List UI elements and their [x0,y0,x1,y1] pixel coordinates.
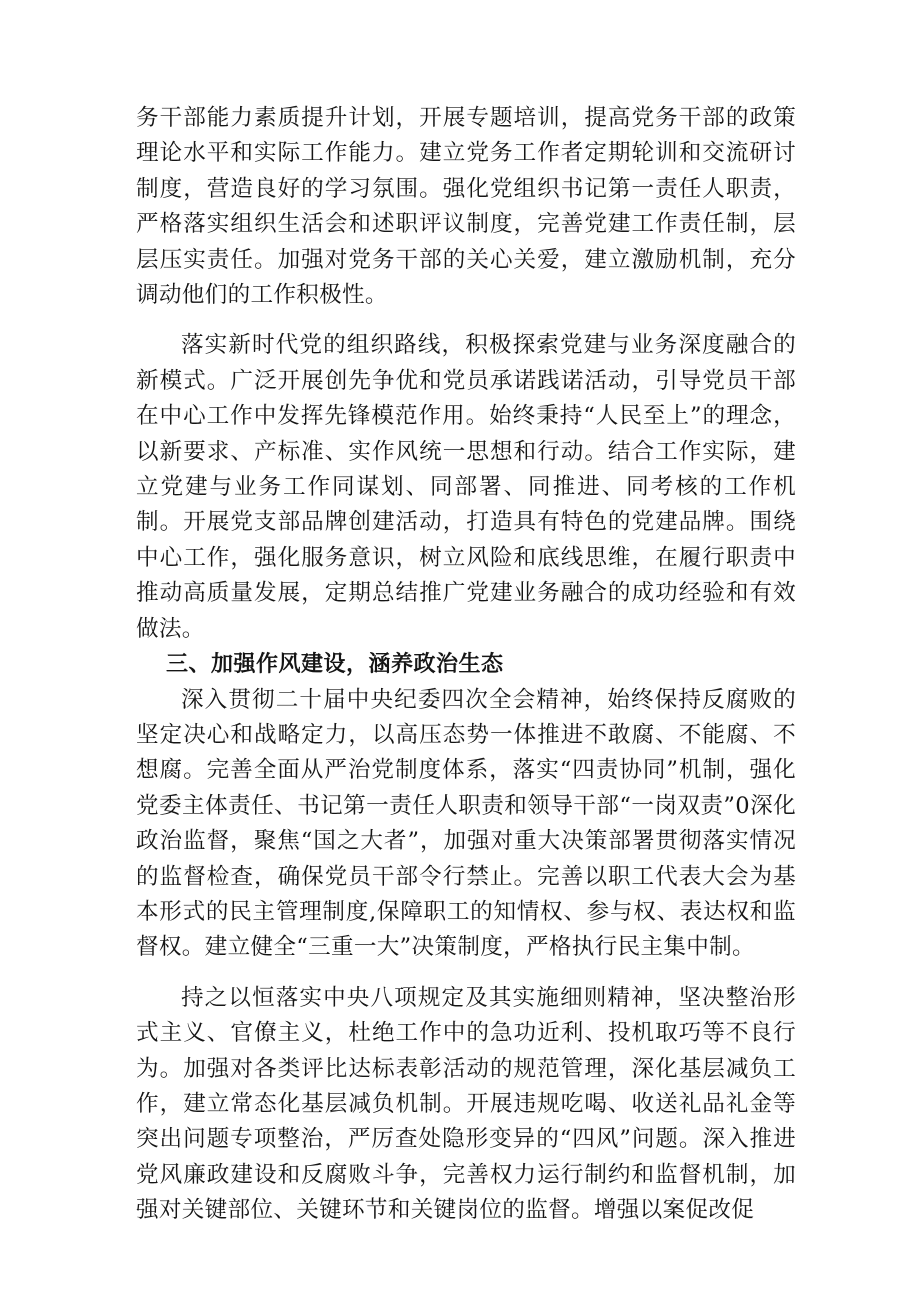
paragraph-anti-corruption: 深入贯彻二十届中央纪委四次全会精神，始终保持反腐败的坚定决心和战略定力，以高压态势一体推进不敢腐、不能腐、不想腐。完善全面从严治党制度体系，落实“四责协同”机制，强化党委主体责任、书记第一责任人职责和领导干部“一岗双责”0深化政治监督，聚焦“国之大者”，加强对重大决策部署贯彻落实情况的监督检查，确保党员干部令行禁止。完善以职工代表大会为基本形式的民主管理制度,保障职工的知情权、参与权、表达权和监督权。建立健全“三重一大”决策制度，严格执行民主集中制。 [136,686,796,961]
paragraph-party-business-integration: 落实新时代党的组织路线，积极探索党建与业务深度融合的新模式。广泛开展创先争优和党员承诺践诺活动，引导党员干部在中心工作中发挥先锋模范作用。始终秉持“人民至上”的理念，以新要求、产标准、实作风统一思想和行动。结合工作实际，建立党建与业务工作同谋划、同部署、同推进、同考核的工作机制。开展党支部品牌创建活动，打造具有特色的党建品牌。围绕中心工作，强化服务意识，树立风险和底线思维，在履行职责中推动高质量发展，定期总结推广党建业务融合的成功经验和有效做法。 [136,332,796,642]
paragraph-eight-point-rules: 持之以恒落实中央八项规定及其实施细则精神，坚决整治形式主义、官僚主义，杜绝工作中的急功近利、投机取巧等不良行为。加强对各类评比达标表彰活动的规范管理，深化基层减负工作，建立常态化基层减负机制。开展违规吃喝、收送礼品礼金等突出问题专项整治，严厉查处隐形变异的“四风”问题。深入推进党风廉政建设和反腐败斗争，完善权力运行制约和监督机制，加强对关键部位、关键环节和关键岗位的监督。增强以案促改促 [136,984,796,1224]
section-heading-work-style: 三、加强作风建设，涵养政治生态 [166,652,504,678]
document-body [136,101,796,1229]
paragraph-gap [136,313,796,328]
paragraph-gap [136,966,796,981]
paragraph-party-cadre-training: 务干部能力素质提升计划，开展专题培训，提高党务干部的政策理论水平和实际工作能力。建立党务工作者定期轮训和交流研讨制度，营造良好的学习氛围。强化党组织书记第一责任人职责，严格落实组织生活会和述职评议制度，完善党建工作责任制，层层压实责任。加强对党务干部的关心关爱，建立激励机制，充分调动他们的工作积极性。 [136,105,796,309]
